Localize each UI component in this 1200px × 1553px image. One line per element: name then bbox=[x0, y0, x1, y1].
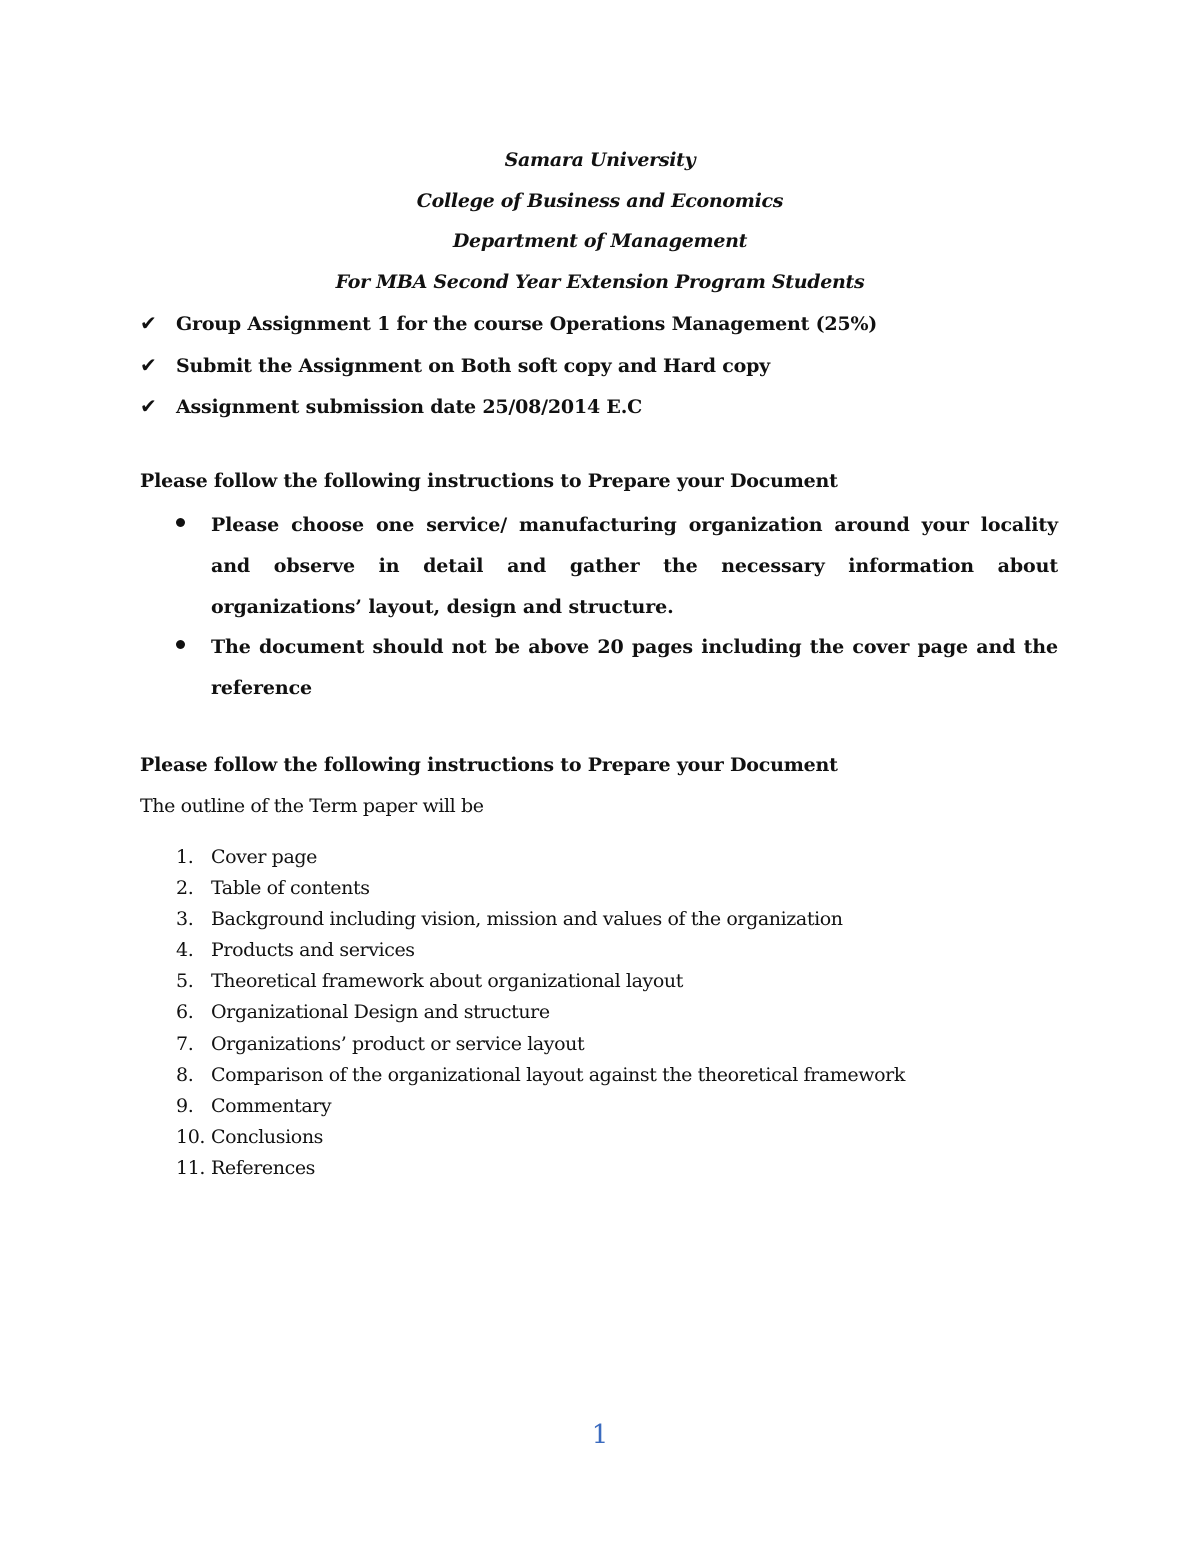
outline-intro: The outline of the Term paper will be bbox=[140, 795, 484, 817]
university-name: Samara University bbox=[504, 149, 696, 171]
bullet-icon bbox=[176, 640, 185, 649]
assignment-point bbox=[140, 386, 1080, 428]
outline-text: Organizations’ product or service layout bbox=[211, 1032, 585, 1055]
outline-list bbox=[140, 842, 905, 1184]
instruction-item bbox=[140, 627, 1058, 709]
outline-text: Products and services bbox=[211, 939, 415, 962]
outline-number: 10. bbox=[176, 1125, 206, 1148]
outline-text: Theoretical framework about organizational layout bbox=[211, 970, 683, 993]
outline-text: Table of contents bbox=[211, 877, 370, 900]
assignment-point-text: Group Assignment 1 for the course Operations Management (25%) bbox=[176, 313, 878, 335]
outline-item bbox=[140, 1060, 905, 1091]
outline-number: 11. bbox=[176, 1156, 206, 1179]
assignment-point bbox=[140, 345, 1080, 387]
outline-text: Organizational Design and structure bbox=[211, 1001, 550, 1024]
outline-number: 5. bbox=[176, 970, 194, 993]
check-icon: ✔ bbox=[140, 352, 157, 377]
outline-text: Conclusions bbox=[211, 1125, 324, 1148]
outline-number: 4. bbox=[176, 939, 194, 962]
outline-number: 8. bbox=[176, 1063, 194, 1086]
outline-item bbox=[140, 842, 905, 873]
outline-item bbox=[140, 1153, 905, 1184]
page-number: 1 bbox=[591, 1420, 609, 1450]
outline-item bbox=[140, 966, 905, 997]
outline-number: 2. bbox=[176, 877, 194, 900]
outline-text: Background including vision, mission and values of the organization bbox=[211, 908, 843, 931]
outline-text: Comparison of the organizational layout against the theoretical framework bbox=[211, 1063, 905, 1086]
outline-item bbox=[140, 1029, 905, 1060]
check-icon: ✔ bbox=[140, 311, 157, 335]
outline-text: References bbox=[211, 1156, 316, 1179]
college-name: College of Business and Economics bbox=[416, 189, 784, 212]
bullet-icon bbox=[176, 518, 185, 527]
assignment-point-text: Submit the Assignment on Both soft copy and Hard copy bbox=[176, 354, 770, 377]
outline-item bbox=[140, 997, 905, 1028]
outline-number: 7. bbox=[176, 1032, 194, 1055]
outline-item bbox=[140, 1091, 905, 1122]
assignment-points bbox=[140, 303, 1080, 428]
instruction-text: The document should not be above 20 pages including the cover page and the reference bbox=[211, 636, 1058, 700]
outline-number: 3. bbox=[176, 908, 194, 931]
outline-item bbox=[140, 935, 905, 966]
instructions-heading: Please follow the following instructions to Prepare your Document bbox=[140, 470, 838, 492]
document-header bbox=[0, 140, 1200, 303]
program-name: For MBA Second Year Extension Program Students bbox=[335, 271, 865, 294]
outline-number: 9. bbox=[176, 1094, 194, 1117]
outline-item bbox=[140, 873, 905, 904]
instruction-text: Please choose one service/ manufacturing organization around your locality and observe in detail and gather the necessary information about organizations’ layout, design and structure. bbox=[211, 514, 1058, 618]
assignment-point-text: Assignment submission date 25/08/2014 E.C bbox=[176, 396, 643, 418]
check-icon: ✔ bbox=[140, 394, 157, 418]
department-name: Department of Management bbox=[452, 230, 748, 253]
outline-number: 6. bbox=[176, 1001, 194, 1024]
assignment-point bbox=[140, 303, 1080, 345]
outline-item bbox=[140, 904, 905, 935]
outline-text: Commentary bbox=[211, 1094, 332, 1117]
outline-number: 1. bbox=[176, 846, 194, 868]
instruction-item bbox=[140, 505, 1058, 627]
instructions-list bbox=[140, 505, 1058, 709]
outline-item bbox=[140, 1122, 905, 1153]
outline-text: Cover page bbox=[211, 846, 317, 868]
outline-heading: Please follow the following instructions to Prepare your Document bbox=[140, 754, 838, 776]
